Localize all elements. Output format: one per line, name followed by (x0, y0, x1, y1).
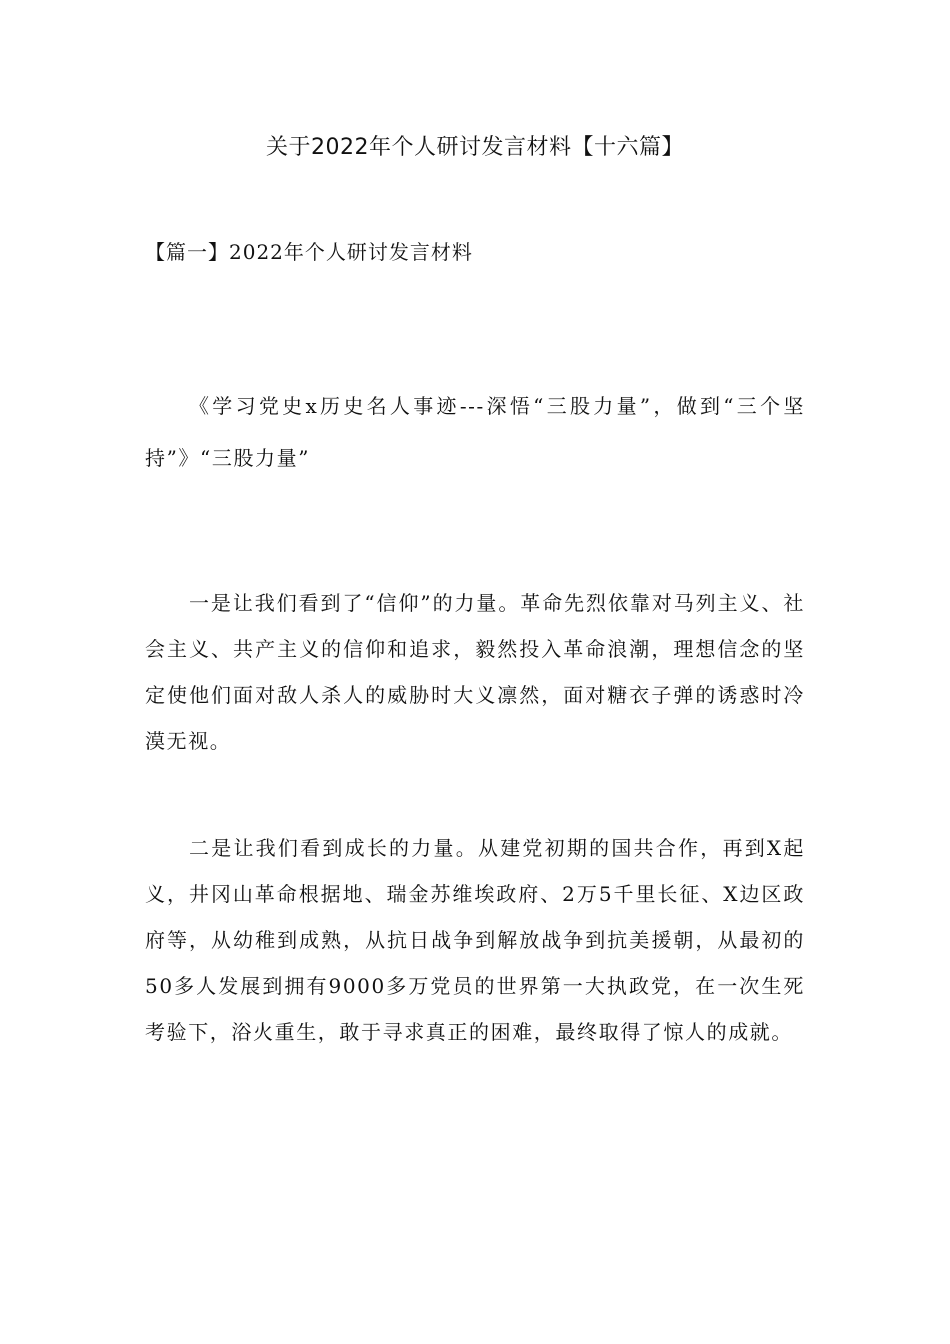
document-title: 关于2022年个人研讨发言材料【十六篇】 (266, 135, 684, 160)
section-heading: 【篇一】2022年个人研讨发言材料 (145, 240, 473, 264)
article-subtitle-paragraph: 《学习党史x历史名人事迹---深悟“三股力量”，做到“三个坚持”》“三股力量” (145, 394, 805, 470)
body-paragraph-growth: 二是让我们看到成长的力量。从建党初期的国共合作，再到X起义，井冈山革命根据地、瑞金苏维埃政府、2万5千里长征、X边区政府等，从幼稚到成熟，从抗日战争到解放战争到抗美援朝，从最初的50多人发展到拥有9000多万党员的世界第一大执政党，在一次生死考验下，浴火重生，敢于寻求真正的困难，最终取得了惊人的成就。 (145, 836, 805, 1044)
body-paragraph-faith: 一是让我们看到了“信仰”的力量。革命先烈依靠对马列主义、社会主义、共产主义的信仰和追求，毅然投入革命浪潮，理想信念的坚定使他们面对敌人杀人的威胁时大义凛然，面对糖衣子弹的诱惑时冷漠无视。 (145, 591, 805, 753)
